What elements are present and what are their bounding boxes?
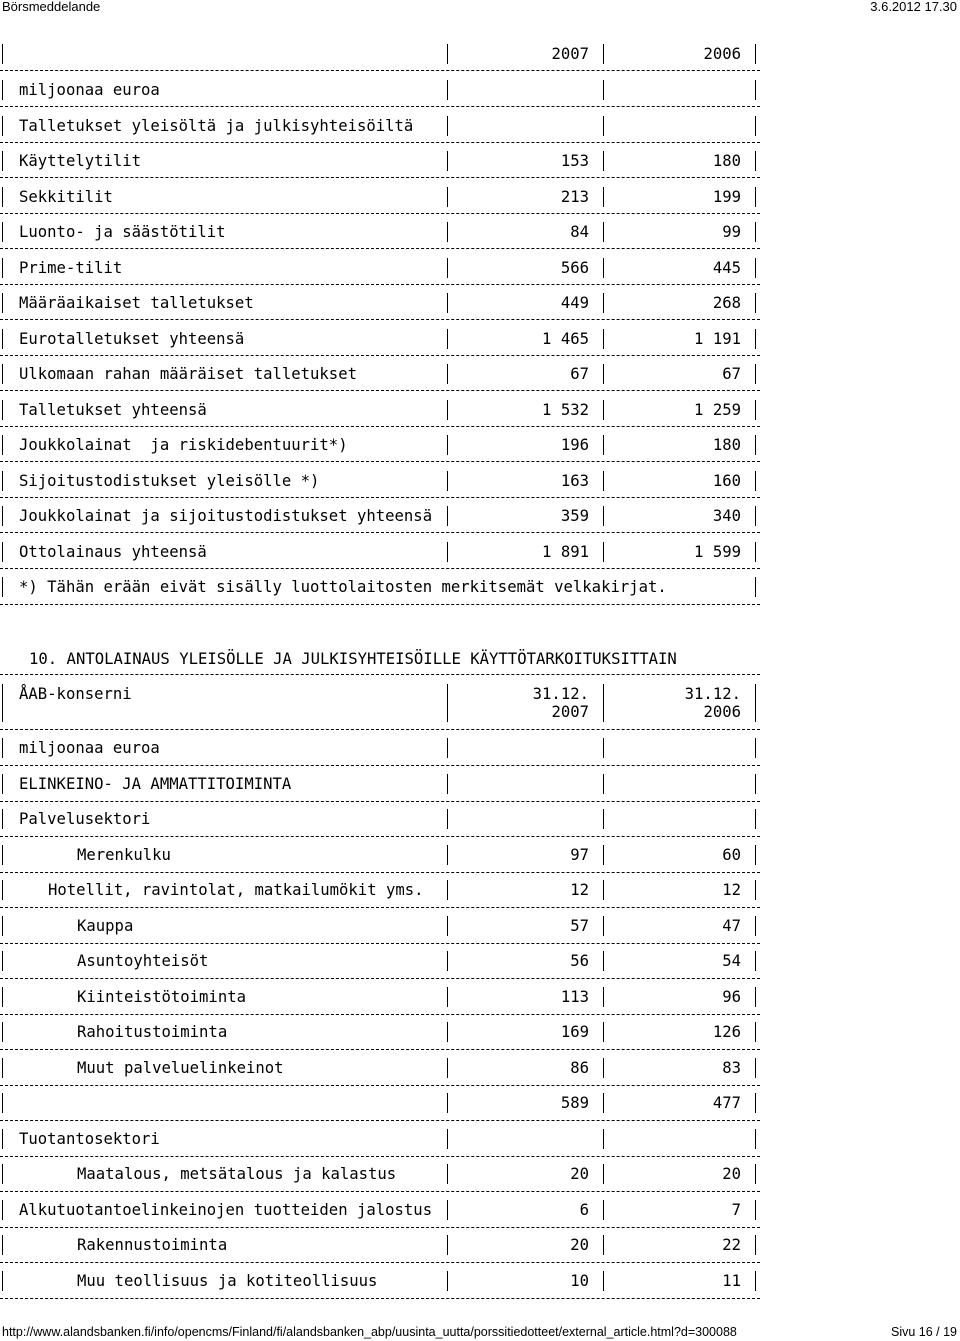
column-separator (755, 1129, 756, 1149)
column-separator (2, 364, 3, 384)
column-separator (2, 80, 3, 100)
table-rule (0, 1227, 760, 1228)
column-separator (447, 809, 448, 829)
section-title: 10. ANTOLAINAUS YLEISÖLLE JA JULKISYHTEISÖILLE KÄYTTÖTARKOITUKSITTAIN (29, 650, 677, 668)
table-row-value-2007: 20 (570, 1165, 589, 1183)
table-row-value-2006: 99 (722, 223, 741, 241)
column-separator (755, 116, 756, 136)
column-separator (2, 542, 3, 562)
column-separator (447, 187, 448, 207)
column-separator (447, 44, 448, 64)
table-row-value-2006: 54 (722, 952, 741, 970)
table-rule (0, 461, 760, 462)
table-rule (0, 213, 760, 214)
table-row-value-2007: 10 (570, 1271, 589, 1290)
column-separator (2, 774, 3, 794)
company-label: ÅAB-konserni (19, 685, 132, 703)
column-separator (755, 44, 756, 64)
column-separator (2, 435, 3, 455)
table-rule (0, 532, 760, 533)
table-row-value-2006: 1 191 (694, 329, 741, 348)
column-separator (2, 329, 3, 349)
column-separator (2, 506, 3, 526)
footer-url[interactable]: http://www.alandsbanken.fi/info/opencms/Finland/fi/alandsbanken_abp/uusinta_uutta/porssitiedotteet/external_article.html?d=300088 (2, 1325, 737, 1339)
column-separator (755, 329, 756, 349)
column-separator (755, 222, 756, 242)
table-row-value-2006 (601, 1130, 741, 1148)
table-row-value-2006: 20 (722, 1165, 741, 1183)
table-row-value-2007: 12 (570, 881, 589, 899)
table-rule (0, 319, 760, 320)
table-row-label: Tuotantosektori (19, 1129, 160, 1148)
table-rule (0, 70, 760, 71)
column-separator (447, 151, 448, 171)
column-separator (2, 258, 3, 278)
table-row-value-2006: 445 (712, 258, 741, 277)
table-row-value-2006 (601, 117, 741, 135)
column-separator (2, 577, 3, 597)
column-separator (447, 364, 448, 384)
column-separator (755, 1164, 756, 1184)
document-datetime: 3.6.2012 17.30 (870, 0, 957, 14)
document-title: Börsmeddelande (2, 0, 101, 14)
column-separator (447, 880, 448, 900)
table-row-label: Talletukset yhteensä (19, 400, 207, 419)
table-row-value-2006 (601, 810, 741, 828)
table-rule (0, 248, 760, 249)
column-separator (755, 506, 756, 526)
column-separator (2, 1058, 3, 1078)
table-row-label: Talletukset yleisöltä ja julkisyhteisöiltä (19, 116, 414, 135)
table-row-value-2007: 359 (560, 507, 589, 525)
table-row-label: Käyttelytilit (19, 152, 142, 170)
table-row-value-2007 (449, 117, 589, 135)
column-separator (2, 293, 3, 313)
column-header-date-1: 31.12. (532, 685, 589, 703)
table-row-value-2006 (601, 81, 741, 99)
column-separator (447, 916, 448, 936)
table-row-value-2006: 180 (712, 152, 741, 170)
table-rule (0, 426, 760, 427)
column-separator (755, 880, 756, 900)
column-header-date-2: 31.12. (684, 685, 741, 703)
column-separator (2, 151, 3, 171)
column-separator (755, 258, 756, 278)
table-row-label: Sekkitilit (19, 187, 113, 206)
column-separator (2, 1200, 3, 1220)
table-row-value-2006 (601, 739, 741, 757)
table-row-label: Sijoitustodistukset yleisölle *) (19, 471, 320, 490)
table-rule (0, 568, 760, 569)
table-rule (0, 1298, 760, 1299)
column-separator (2, 684, 3, 722)
page-number: Sivu 16 / 19 (890, 1325, 957, 1339)
table-row-value-2006: 67 (722, 365, 741, 383)
table-row-value-2007: 153 (560, 152, 589, 170)
column-separator (2, 880, 3, 900)
table-row-value-2006: 160 (712, 471, 741, 490)
table-row-label: Maatalous, metsätalous ja kalastus (77, 1165, 397, 1183)
column-separator (2, 738, 3, 758)
column-separator (2, 845, 3, 865)
table-row-label: Kiinteistötoiminta (77, 987, 246, 1006)
table-row-value-2007: 20 (570, 1236, 589, 1254)
column-separator (447, 1022, 448, 1042)
column-separator (755, 187, 756, 207)
table-row-value-2006: 1 599 (694, 542, 741, 561)
column-separator (447, 471, 448, 491)
table-row-label: Ulkomaan rahan määräiset talletukset (19, 365, 357, 383)
column-separator (447, 738, 448, 758)
table-row-value-2007: 97 (570, 845, 589, 864)
table-row-value-2006: 47 (722, 916, 741, 935)
column-separator (447, 1235, 448, 1255)
column-separator (447, 1058, 448, 1078)
table-rule (0, 729, 760, 730)
column-separator (755, 1058, 756, 1078)
table-row-value-2007: 1 891 (542, 542, 589, 561)
column-separator (2, 916, 3, 936)
table-row-value-2006: 60 (722, 845, 741, 864)
column-separator (2, 187, 3, 207)
table-row-value-2007: 1 532 (542, 400, 589, 419)
table-row-value-2007: 589 (560, 1094, 589, 1112)
table-rule (0, 390, 760, 391)
column-separator (447, 400, 448, 420)
table-rule (0, 497, 760, 498)
table-row-label: Hotellit, ravintolat, matkailumökit yms. (48, 881, 424, 899)
table-row-value-2007 (449, 1130, 589, 1148)
table-row-value-2006: 1 259 (694, 400, 741, 419)
table-rule (0, 674, 760, 675)
table-row-value-2007: 57 (570, 916, 589, 935)
column-separator (2, 222, 3, 242)
table-row-label: Joukkolainat ja riskidebentuurit*) (19, 436, 348, 454)
table-rule (0, 1085, 760, 1086)
table-row-label: Palvelusektori (19, 810, 151, 828)
table-row-label: ELINKEINO- JA AMMATTITOIMINTA (19, 774, 292, 793)
column-separator (755, 738, 756, 758)
table-row-value-2007 (449, 810, 589, 828)
table-row-value-2006: 268 (712, 294, 741, 312)
table-row-label: Eurotalletukset yhteensä (19, 329, 245, 348)
column-separator (755, 542, 756, 562)
table-rule (0, 765, 760, 766)
column-separator (755, 1271, 756, 1291)
table-row-value-2007: 67 (570, 365, 589, 383)
table-rule (0, 355, 760, 356)
table-rule (0, 106, 760, 107)
column-separator (447, 542, 448, 562)
table-row-label: Rahoitustoiminta (77, 1023, 228, 1041)
column-separator (447, 1271, 448, 1291)
column-separator (2, 1271, 3, 1291)
column-header-2007: 2007 (551, 45, 589, 63)
table-rule (0, 907, 760, 908)
table-row-label: Prime-tilit (19, 258, 123, 277)
column-separator (755, 951, 756, 971)
column-separator (755, 364, 756, 384)
table-rule (0, 1191, 760, 1192)
table-row-value-2006: 96 (722, 987, 741, 1006)
column-separator (447, 258, 448, 278)
column-separator (755, 293, 756, 313)
column-separator (755, 916, 756, 936)
table-rule (0, 604, 760, 605)
column-separator (2, 1235, 3, 1255)
column-separator (755, 684, 756, 722)
table-rule (0, 1120, 760, 1121)
column-header-2006: 2006 (703, 45, 741, 63)
column-separator (2, 44, 3, 64)
column-separator (447, 293, 448, 313)
table-row-value-2007: 196 (560, 436, 589, 454)
table-row-value-2006: 83 (722, 1058, 741, 1077)
table-row-value-2006: 12 (722, 881, 741, 899)
table-row-value-2007: 213 (560, 187, 589, 206)
column-separator (447, 845, 448, 865)
column-header-year-2: 2006 (703, 703, 741, 721)
table-row-label: miljoonaa euroa (19, 81, 160, 99)
table-row-value-2007: 449 (560, 294, 589, 312)
table-rule (0, 1049, 760, 1050)
table-rule (0, 872, 760, 873)
table-row-value-2006: 180 (712, 436, 741, 454)
column-separator (2, 809, 3, 829)
table-row-value-2006: 22 (722, 1236, 741, 1254)
table-rule (0, 801, 760, 802)
column-separator (755, 435, 756, 455)
table-row-label: Määräaikaiset talletukset (19, 294, 254, 312)
column-separator (755, 1200, 756, 1220)
table-row-value-2007: 86 (570, 1058, 589, 1077)
table-row-value-2007: 113 (560, 987, 589, 1006)
table-row-label: Asuntoyhteisöt (77, 952, 209, 970)
table-row-label: Joukkolainat ja sijoitustodistukset yhteensä (19, 507, 433, 525)
table-row-value-2007: 163 (560, 471, 589, 490)
table-rule (0, 284, 760, 285)
table-row-value-2007 (449, 81, 589, 99)
table-row-value-2006: 126 (712, 1023, 741, 1041)
table-row-label: Muut palveluelinkeinot (77, 1058, 284, 1077)
column-separator (447, 80, 448, 100)
column-separator (447, 1164, 448, 1184)
column-separator (2, 1129, 3, 1149)
column-separator (447, 951, 448, 971)
column-separator (447, 435, 448, 455)
table-row-label: Muu teollisuus ja kotiteollisuus (77, 1271, 378, 1290)
column-separator (447, 222, 448, 242)
column-separator (447, 684, 448, 722)
footnote: *) Tähän erään eivät sisälly luottolaitosten merkitsemät velkakirjat. (19, 578, 667, 596)
table-row-value-2006: 7 (731, 1200, 741, 1219)
column-separator (447, 116, 448, 136)
table-rule (0, 1014, 760, 1015)
column-separator (755, 80, 756, 100)
table-row-label: Merenkulku (77, 845, 171, 864)
column-separator (447, 774, 448, 794)
table-rule (0, 1156, 760, 1157)
column-separator (2, 116, 3, 136)
table-row-value-2006: 11 (722, 1271, 741, 1290)
column-separator (755, 809, 756, 829)
column-separator (755, 471, 756, 491)
table-rule (0, 1262, 760, 1263)
column-separator (755, 577, 756, 597)
table-row-label: miljoonaa euroa (19, 739, 160, 757)
column-separator (2, 1022, 3, 1042)
table-row-value-2007: 6 (579, 1200, 589, 1219)
column-separator (447, 1129, 448, 1149)
table-row-value-2006: 199 (712, 187, 741, 206)
column-separator (755, 774, 756, 794)
table-row-label: Ottolainaus yhteensä (19, 542, 207, 561)
column-separator (2, 400, 3, 420)
column-separator (755, 400, 756, 420)
column-separator (447, 1200, 448, 1220)
column-separator (755, 151, 756, 171)
column-separator (755, 1022, 756, 1042)
table-row-value-2007: 566 (560, 258, 589, 277)
column-separator (2, 1164, 3, 1184)
table-rule (0, 177, 760, 178)
table-row-value-2007 (449, 739, 589, 757)
table-row-label: Kauppa (77, 916, 134, 935)
table-rule (0, 142, 760, 143)
column-separator (447, 329, 448, 349)
column-separator (2, 951, 3, 971)
table-row-value-2006: 340 (712, 507, 741, 525)
column-header-year-1: 2007 (551, 703, 589, 721)
table-row-label: Rakennustoiminta (77, 1236, 228, 1254)
table-row-value-2007: 56 (570, 952, 589, 970)
column-separator (2, 471, 3, 491)
column-separator (755, 845, 756, 865)
column-separator (755, 987, 756, 1007)
table-row-label: Luonto- ja säästötilit (19, 223, 226, 241)
table-row-value-2006 (601, 775, 741, 793)
column-separator (755, 1235, 756, 1255)
column-separator (755, 1093, 756, 1113)
column-separator (2, 1093, 3, 1113)
table-row-value-2006: 477 (712, 1094, 741, 1112)
table-rule (0, 836, 760, 837)
table-row-value-2007: 1 465 (542, 329, 589, 348)
table-row-value-2007: 84 (570, 223, 589, 241)
table-row-label: Alkutuotantoelinkeinojen tuotteiden jalostus (19, 1200, 433, 1219)
table-row-value-2007: 169 (560, 1023, 589, 1041)
table-rule (0, 943, 760, 944)
column-separator (447, 987, 448, 1007)
column-separator (447, 506, 448, 526)
column-separator (2, 987, 3, 1007)
column-separator (447, 1093, 448, 1113)
table-rule (0, 978, 760, 979)
table-row-value-2007 (449, 775, 589, 793)
